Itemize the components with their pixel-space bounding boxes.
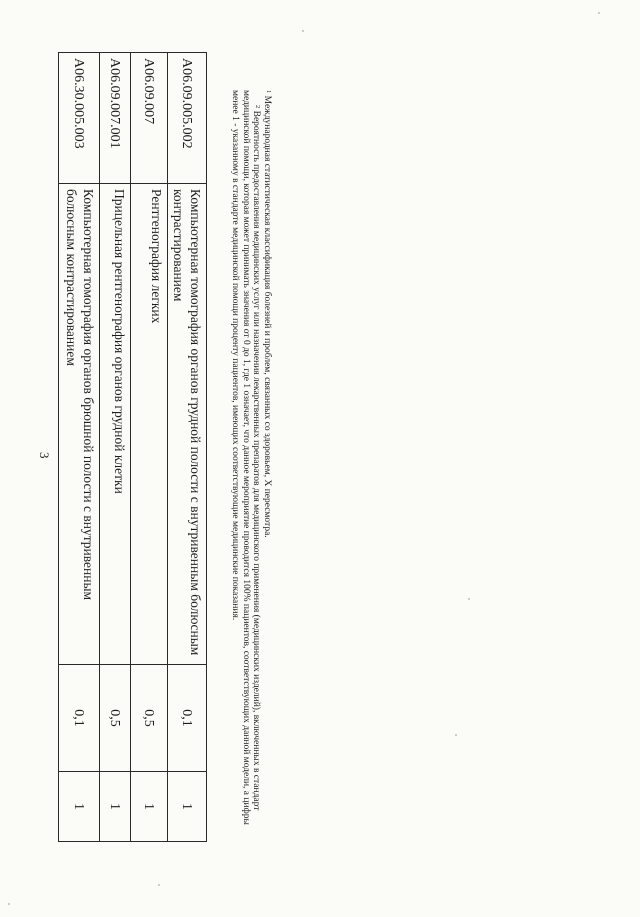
table-row <box>59 53 100 842</box>
service-name: Компьютерная томография органов брюшной полости с внутривенным болюсным контрастированием <box>59 184 100 665</box>
service-multiplicity: 1 <box>131 772 168 842</box>
service-multiplicity: 1 <box>168 772 207 842</box>
service-code: A06.09.005.002 <box>168 53 207 184</box>
service-frequency: 0,5 <box>131 665 168 772</box>
footnotes <box>230 90 272 830</box>
service-name: Рентгенография легких <box>131 184 168 665</box>
table-row <box>168 53 207 842</box>
service-name: Прицельная рентгенография органов грудной клетки <box>100 184 131 665</box>
table-row <box>100 53 131 842</box>
procedures-table <box>58 52 207 842</box>
service-code: A06.30.005.003 <box>59 53 100 184</box>
table-row <box>131 53 168 842</box>
service-frequency: 0,1 <box>168 665 207 772</box>
footnote-text: Вероятность предоставления медицинских услуг или назначения лекарственных препаратов для медицинского применения (медицинских изделий), включенных в стандарт медицинской помощи, которая может принимать значения от 0 до 1, где 1 означает, что данное мероприятие проводится 100% пациентов, соответствующих данной модели, а цифры менее 1 - указанному в стандарте медицинской помощи проценту пациентов, имеющих соответствующие медицинские показания. <box>230 90 262 825</box>
footnote-1 <box>262 90 273 830</box>
scan-speck <box>455 734 457 736</box>
scan-speck <box>598 12 600 14</box>
scan-speck <box>302 30 304 32</box>
scan-speck <box>468 598 470 600</box>
footnote-mark: 1 <box>265 90 272 94</box>
service-name: Компьютерная томография органов грудной полости с внутривенным болюсным контрастированием <box>168 184 207 665</box>
page-number: 3 <box>37 452 52 459</box>
footnote-2 <box>230 90 262 830</box>
scan-speck <box>158 884 160 886</box>
footnote-mark: 2 <box>254 105 262 109</box>
scan-speck <box>8 903 10 905</box>
service-multiplicity: 1 <box>100 772 131 842</box>
service-code: A06.09.007.001 <box>100 53 131 184</box>
footnote-text: Международная статистическая классификация болезней и проблем, связанных со здоровьем, X пересмотра. <box>262 95 272 538</box>
service-code: A06.09.007 <box>131 53 168 184</box>
service-frequency: 0,1 <box>59 665 100 772</box>
service-frequency: 0,5 <box>100 665 131 772</box>
service-multiplicity: 1 <box>59 772 100 842</box>
